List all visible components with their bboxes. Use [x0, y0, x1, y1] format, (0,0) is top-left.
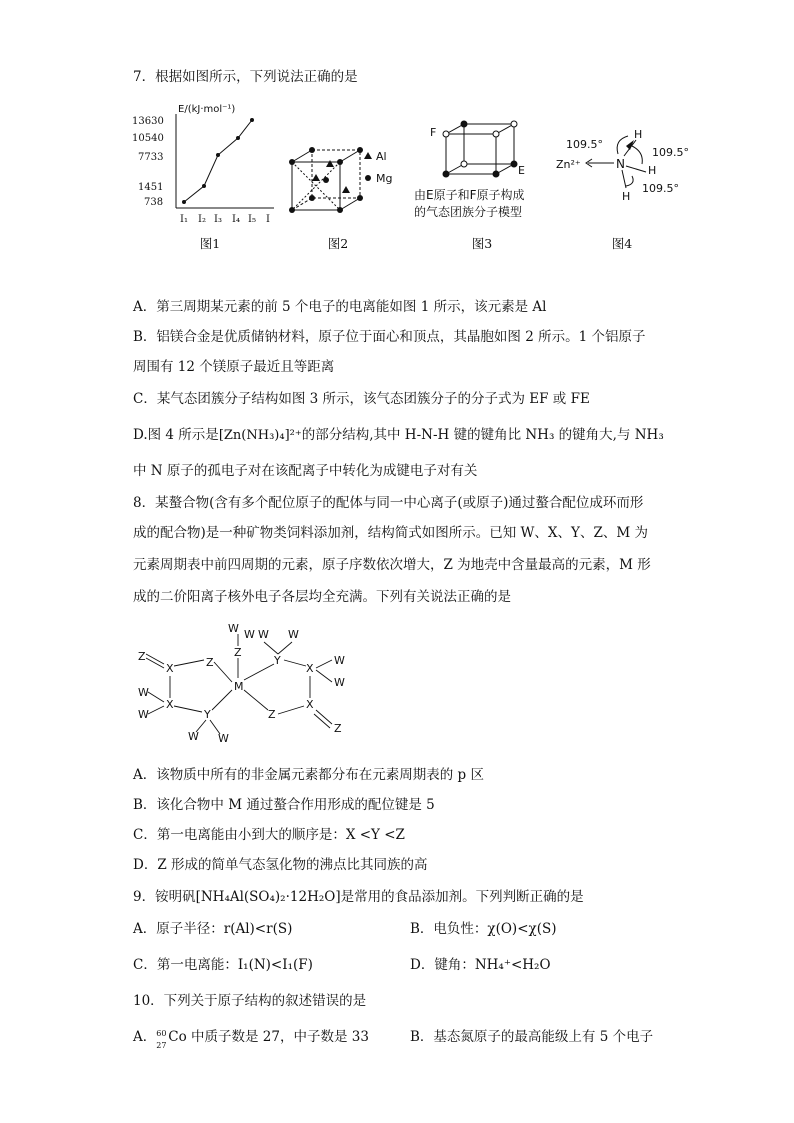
- fig3-label-e: E: [518, 164, 525, 177]
- fig4-zn: Zn²⁺: [556, 158, 581, 171]
- fig4-h: H: [648, 164, 657, 177]
- svg-text:Y: Y: [204, 708, 211, 721]
- q7-option-d-line1: [133, 426, 664, 445]
- q10-option-a-text: Co 中质子数是 27，中子数是 33: [168, 1029, 369, 1045]
- svg-text:Z: Z: [206, 656, 214, 669]
- q10-stem: 10．下列关于原子结构的叙述错误的是: [133, 993, 367, 1009]
- fig1-ytick: 7733: [138, 152, 164, 163]
- fig3-caption: 图3: [471, 236, 493, 251]
- q7-option-b-line1: B．铝镁合金是优质储钠材料，原子位于面心和顶点，其晶胞如图 2 所示。1 个铝原子: [133, 329, 646, 345]
- q8-stem-line3: 元素周期表中前四周期的元素，原子序数依次增大，Z 为地壳中含量最高的元素，M 形: [133, 557, 651, 573]
- q7-option-b-line2: 周围有 12 个镁原子最近且等距离: [133, 359, 335, 375]
- svg-text:X: X: [166, 698, 174, 711]
- svg-text:W: W: [334, 676, 345, 689]
- figure-chelate-structure: [134, 620, 364, 750]
- figure-2-crystal-cell: [286, 140, 406, 220]
- fig2-legend-al: Al: [376, 150, 387, 163]
- fig4-angle: 109.5°: [642, 182, 679, 195]
- fig1-caption: 图1: [199, 236, 221, 251]
- svg-text:X: X: [166, 662, 174, 675]
- svg-text:W: W: [188, 730, 199, 743]
- fig1-ytick: 10540: [132, 133, 164, 144]
- fig1-ylabel: E/(kJ·mol⁻¹): [178, 104, 236, 115]
- svg-text:Y: Y: [274, 654, 281, 667]
- q7-complex-formula: [Zn(NH₃)₄]²⁺: [218, 428, 302, 443]
- q9-stem: 9．铵明矾[NH₄Al(SO₄)₂·12H₂O]是常用的食品添加剂。下列判断正确的是: [133, 889, 584, 905]
- fig1-xtick: I₁: [180, 214, 188, 225]
- q10-atomic-number: 27: [156, 1041, 167, 1050]
- svg-text:X: X: [306, 662, 314, 675]
- q8-option-d: D．Z 形成的简单气态氢化物的沸点比其同族的高: [133, 857, 428, 873]
- q10-option-a: [133, 1028, 369, 1050]
- fig3-label-f: F: [430, 126, 437, 139]
- q7-option-d-prefix: D.图 4 所示是: [133, 427, 219, 443]
- figure-3-cluster-model: [424, 118, 554, 178]
- fig1-point: [250, 118, 254, 122]
- fig1-point: [182, 200, 186, 204]
- svg-text:W: W: [218, 732, 229, 745]
- svg-text:Z: Z: [268, 708, 276, 721]
- q7-option-d-line2: 中 N 原子的孤电子对在该配离子中转化为成键电子对有关: [133, 463, 478, 479]
- q8-stem-line4: 成的二价阳离子核外电子各层均全充满。下列有关说法正确的是: [133, 589, 511, 605]
- fig4-h: H: [622, 190, 631, 203]
- svg-text:Z: Z: [234, 646, 242, 659]
- fig1-xlabel: I: [266, 214, 270, 225]
- svg-text:Z: Z: [334, 722, 342, 735]
- svg-text:W: W: [138, 686, 149, 699]
- fig3-description: [414, 187, 525, 221]
- fig1-ytick: 738: [144, 197, 164, 208]
- fig2-caption: 图2: [327, 236, 349, 251]
- fig1-xtick: I₃: [214, 214, 222, 225]
- fig4-angle: 109.5°: [652, 146, 689, 159]
- svg-text:Z: Z: [138, 650, 146, 663]
- figure-1-ionization-chart: [128, 98, 278, 228]
- q7-option-d-suffix: 的部分结构,其中 H-N-H 键的键角比 NH₃ 的键角大,与 NH₃: [301, 427, 664, 443]
- fig1-xtick: I₅: [248, 214, 256, 225]
- q8-stem-line2: 成的配合物)是一种矿物类饲料添加剂，结构简式如图所示。已知 W、X、Y、Z、M 为: [133, 525, 648, 541]
- svg-text:W: W: [334, 654, 345, 667]
- svg-text:M: M: [234, 680, 244, 693]
- fig3-desc-line2: 的气态团族分子模型: [414, 205, 523, 219]
- q10-option-a-prefix: A．: [133, 1029, 157, 1045]
- fig4-n: N: [616, 157, 625, 171]
- q8-option-b: B．该化合物中 M 通过螯合作用形成的配位键是 5: [133, 797, 435, 813]
- svg-text:W: W: [244, 628, 255, 641]
- q10-mass-number: 60: [156, 1029, 167, 1038]
- fig1-point: [236, 136, 240, 140]
- fig1-ytick: 1451: [138, 182, 164, 193]
- fig1-xtick: I₄: [232, 214, 240, 225]
- q8-stem-line1: 8．某螯合物(含有多个配位原子的配体与同一中心离子(或原子)通过螯合配位成环而形: [133, 495, 644, 511]
- fig3-desc-line1: 由E原子和F原子构成: [414, 188, 525, 202]
- svg-text:X: X: [306, 698, 314, 711]
- fig2-legend-mg: Mg: [376, 172, 393, 185]
- fig4-angle: 109.5°: [566, 138, 603, 151]
- fig4-caption: 图4: [611, 236, 633, 251]
- fig1-xtick: I₂: [198, 214, 206, 225]
- q10-isotope-numbers: [156, 1028, 168, 1050]
- q9-option-b: B．电负性：χ(O)<χ(S): [410, 921, 557, 937]
- svg-text:W: W: [228, 622, 239, 635]
- fig1-point: [202, 184, 206, 188]
- fig1-point: [216, 153, 220, 157]
- fig4-h: H: [634, 128, 643, 141]
- q8-option-a: A．该物质中所有的非金属元素都分布在元素周期表的 p 区: [133, 767, 484, 783]
- figure-4-bond-angle: [552, 118, 702, 208]
- q9-option-d: D．键角：NH₄⁺<H₂O: [410, 957, 551, 973]
- q9-option-a: A．原子半径：r(Al)<r(S): [133, 921, 293, 937]
- q7-stem: 7．根据如图所示，下列说法正确的是: [133, 69, 358, 85]
- q7-option-c: C．某气态团簇分子结构如图 3 所示，该气态团簇分子的分子式为 EF 或 FE: [133, 391, 590, 407]
- fig1-ytick: 13630: [132, 116, 164, 127]
- q10-option-b: B．基态氮原子的最高能级上有 5 个电子: [410, 1029, 654, 1045]
- q8-option-c: C．第一电离能由小到大的顺序是：X <Y <Z: [133, 827, 405, 843]
- svg-text:W: W: [258, 628, 269, 641]
- svg-text:W: W: [288, 628, 299, 641]
- svg-text:W: W: [138, 708, 149, 721]
- q9-option-c: C．第一电离能：I₁(N)<I₁(F): [133, 957, 313, 973]
- q7-option-a: A．第三周期某元素的前 5 个电子的电离能如图 1 所示，该元素是 Al: [133, 299, 547, 315]
